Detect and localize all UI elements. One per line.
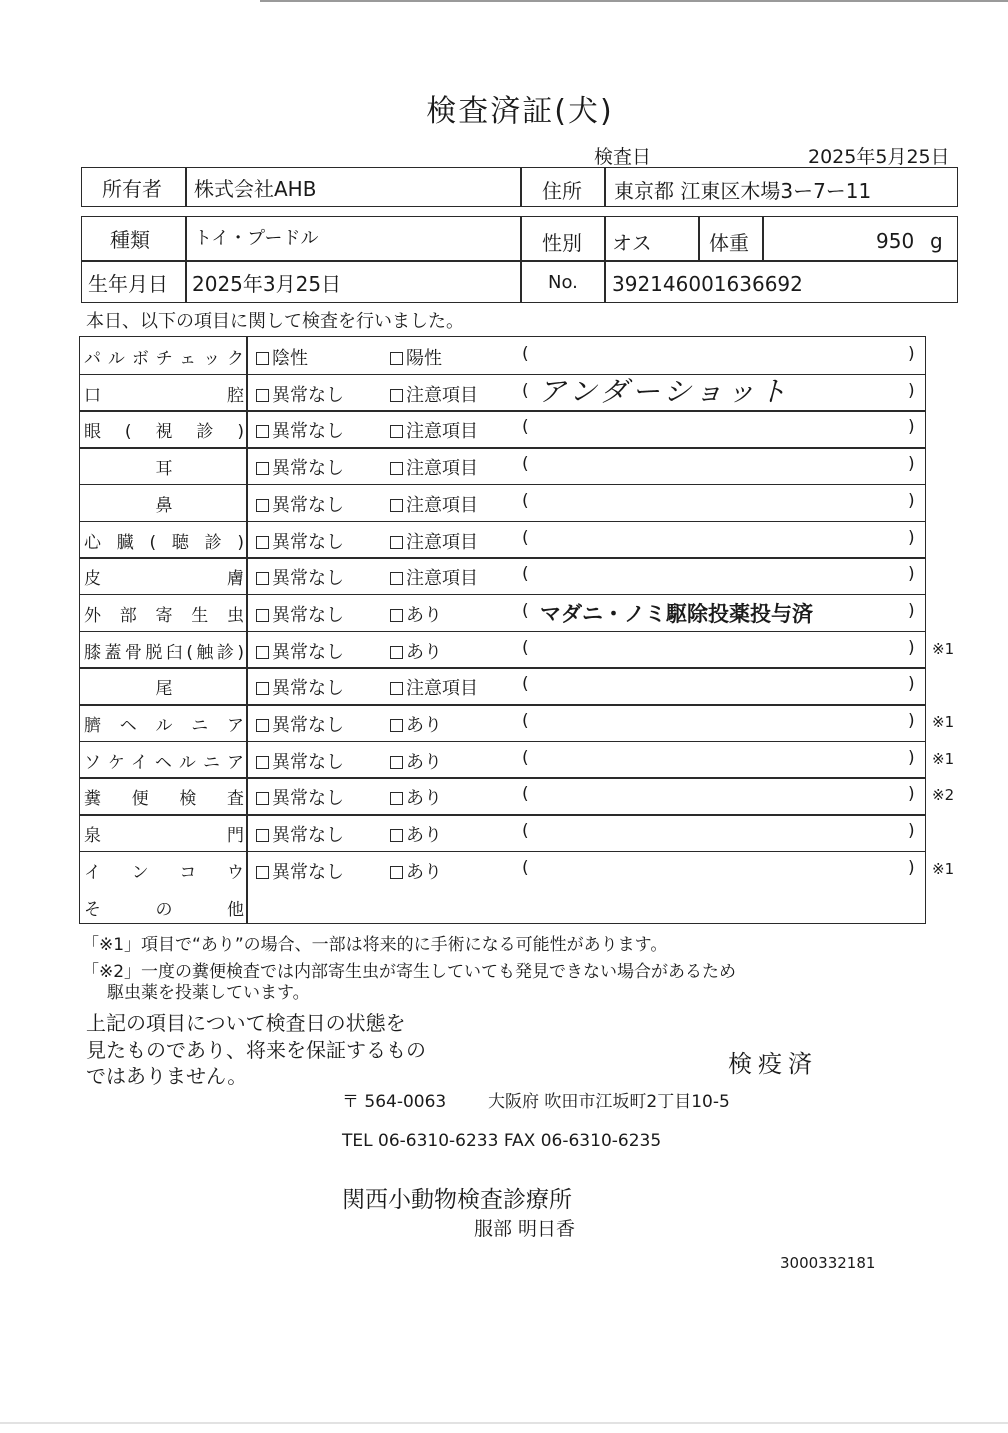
checkbox-icon[interactable]	[256, 829, 269, 842]
no-value: 392146001636692	[612, 272, 803, 296]
dob-label: 生年月日	[88, 272, 168, 296]
document-serial: 3000332181	[780, 1254, 876, 1272]
remark-close-paren: )	[908, 380, 915, 401]
checkbox-icon[interactable]	[390, 682, 403, 695]
remark-close-paren: )	[908, 637, 915, 658]
checkbox-icon[interactable]	[256, 866, 269, 879]
row-option-1[interactable]	[256, 858, 344, 884]
inspection-date-value: 2025年5月25日	[808, 146, 950, 168]
row-option-1[interactable]	[256, 417, 344, 443]
clinic-person: 服部 明日香	[474, 1218, 576, 1240]
row-label: 尾	[155, 679, 173, 700]
remark-close-paren: )	[908, 527, 915, 548]
remark-open-paren: (	[522, 417, 529, 438]
weight-value: 950	[876, 229, 915, 253]
row-option-1-label: 異常なし	[272, 825, 344, 847]
row-option-2[interactable]	[390, 821, 442, 847]
checkbox-icon[interactable]	[390, 646, 403, 659]
row-option-2[interactable]	[390, 601, 442, 627]
remark-close-paren: )	[908, 784, 915, 805]
address-value: 東京都 江東区木場3ー7ー11	[614, 179, 872, 203]
remark-open-paren: (	[522, 857, 529, 878]
checkbox-icon[interactable]	[390, 792, 403, 805]
row-option-2[interactable]	[390, 638, 442, 664]
row-option-2[interactable]	[390, 858, 442, 884]
top-border-line	[260, 0, 1008, 2]
owner-label: 所有者	[102, 177, 162, 201]
row-footnote-mark: ※2	[932, 786, 955, 805]
sex-label: 性別	[542, 231, 582, 255]
note-1: 「※1」項目で“あり”の場合、一部は将来的に手術になる可能性があります。	[82, 935, 668, 955]
row-option-1[interactable]	[256, 784, 344, 810]
row-option-2-label: 陽性	[406, 348, 442, 369]
address-label: 住所	[542, 179, 582, 203]
handwritten-remark-oral: アンダーショット	[538, 375, 791, 408]
clinic-phone: TEL 06-6310-6233 FAX 06-6310-6235	[342, 1131, 662, 1151]
clinic-address: 大阪府 吹田市江坂町2丁目10-5	[488, 1092, 730, 1112]
row-label: 泉門	[84, 826, 244, 847]
remark-open-paren: (	[522, 711, 529, 731]
row-option-1[interactable]	[256, 381, 344, 407]
disclaimer-line-2: 見たものであり、将来を保証するもの	[86, 1038, 426, 1062]
row-label: インコウ	[84, 862, 244, 883]
remark-open-paren: (	[522, 821, 529, 842]
other-label: その他	[84, 900, 244, 920]
checkbox-icon[interactable]	[256, 646, 269, 659]
row-label: 臍ヘルニア	[84, 716, 244, 736]
row-option-2-label: あり	[406, 788, 442, 810]
row-option-1-label: 陰性	[272, 348, 308, 369]
remark-open-paren: (	[522, 600, 529, 621]
row-option-1-label: 異常なし	[272, 421, 344, 443]
row-option-2[interactable]	[390, 454, 478, 480]
row-footnote-mark: ※1	[932, 859, 955, 878]
row-option-1-label: 異常なし	[272, 531, 344, 553]
note-2: 「※2」一度の糞便検査では内部寄生虫が寄生していても発見できない場合があるため	[82, 962, 737, 982]
checkbox-icon[interactable]	[256, 499, 269, 512]
checkbox-icon[interactable]	[256, 425, 269, 438]
remark-close-paren: )	[908, 674, 915, 695]
row-option-1[interactable]	[256, 638, 344, 664]
checkbox-icon[interactable]	[256, 352, 269, 365]
external-parasite-remark: マダニ・ノミ駆除投薬投与済	[540, 602, 813, 626]
checkbox-icon[interactable]	[256, 536, 269, 549]
row-option-1[interactable]	[256, 821, 344, 847]
note-3: 駆虫薬を投薬しています。	[107, 983, 310, 1003]
weight-unit: g	[930, 229, 943, 253]
remark-open-paren: (	[522, 564, 529, 585]
remark-open-paren: (	[522, 527, 529, 548]
row-option-2-label: あり	[406, 604, 442, 626]
sex-value: オス	[612, 231, 652, 255]
remark-close-paren: )	[908, 821, 915, 842]
checkbox-icon[interactable]	[390, 499, 403, 512]
row-option-2-label: あり	[406, 715, 442, 736]
remark-open-paren: (	[522, 637, 529, 658]
row-option-1[interactable]	[256, 491, 344, 517]
remark-close-paren: )	[908, 454, 915, 475]
row-option-2-label: 注意項目	[406, 568, 478, 590]
row-option-1-label: 異常なし	[272, 861, 344, 883]
checkbox-icon[interactable]	[256, 792, 269, 805]
row-option-1-label: 異常なし	[272, 641, 344, 663]
bottom-border-line	[0, 1422, 1008, 1424]
row-option-2-label: 注意項目	[406, 494, 478, 516]
row-option-1-label: 異常なし	[272, 751, 344, 773]
row-footnote-mark: ※1	[932, 639, 955, 658]
remark-close-paren: )	[908, 600, 915, 621]
row-option-1[interactable]	[256, 601, 344, 627]
row-option-2-label: あり	[406, 641, 442, 663]
row-footnote-mark: ※1	[932, 713, 955, 731]
checkbox-icon[interactable]	[390, 756, 403, 769]
checkbox-icon[interactable]	[390, 829, 403, 842]
row-option-1[interactable]	[256, 711, 344, 737]
row-option-2[interactable]	[390, 344, 442, 370]
row-option-1-label: 異常なし	[272, 604, 344, 626]
row-option-2-label: 注意項目	[406, 678, 478, 700]
row-option-1-label: 異常なし	[272, 678, 344, 700]
clinic-name: 関西小動物検査診療所	[342, 1187, 572, 1213]
disclaimer-line-3: ではありません。	[86, 1064, 248, 1088]
remark-open-paren: (	[522, 674, 529, 695]
row-option-2-label: あり	[406, 751, 442, 773]
row-option-2[interactable]	[390, 381, 478, 407]
checkbox-icon[interactable]	[256, 756, 269, 769]
row-option-2[interactable]	[390, 564, 478, 590]
row-label: 心臓(聴診)	[84, 532, 244, 553]
clinic-postal: 〒 564-0063	[342, 1092, 447, 1112]
remark-close-paren: )	[908, 857, 915, 878]
row-label: 皮膚	[84, 569, 244, 590]
remark-close-paren: )	[908, 490, 915, 511]
remark-open-paren: (	[522, 747, 529, 768]
row-option-2-label: あり	[406, 825, 442, 847]
row-label: パルボチェック	[84, 349, 244, 369]
row-option-1-label: 異常なし	[272, 715, 344, 736]
row-option-1-label: 異常なし	[272, 788, 344, 810]
row-option-1[interactable]	[256, 674, 344, 700]
dob-value: 2025年3月25日	[192, 272, 342, 296]
checkbox-icon[interactable]	[256, 609, 269, 622]
row-option-1[interactable]	[256, 748, 344, 774]
checkbox-icon[interactable]	[256, 389, 269, 402]
checkbox-icon[interactable]	[390, 609, 403, 622]
intro-text: 本日、以下の項目に関して検査を行いました。	[86, 311, 464, 332]
breed-label: 種類	[110, 228, 150, 252]
checkbox-icon[interactable]	[256, 682, 269, 695]
checkbox-icon[interactable]	[390, 462, 403, 475]
row-footnote-mark: ※1	[932, 749, 955, 768]
row-option-1-label: 異常なし	[272, 384, 344, 406]
row-option-2[interactable]	[390, 528, 478, 554]
checkbox-icon[interactable]	[390, 572, 403, 585]
checkbox-icon[interactable]	[390, 352, 403, 365]
row-option-2-label: 注意項目	[406, 531, 478, 553]
row-label: 膝蓋骨脱臼(触診)	[84, 642, 244, 663]
remark-open-paren: (	[522, 454, 529, 475]
row-option-2[interactable]	[390, 417, 478, 443]
remark-close-paren: )	[908, 417, 915, 438]
row-option-1[interactable]	[256, 344, 308, 370]
row-option-1[interactable]	[256, 454, 344, 480]
row-option-1[interactable]	[256, 564, 344, 590]
row-option-2-label: 注意項目	[406, 384, 478, 406]
remark-open-paren: (	[522, 784, 529, 805]
remark-close-paren: )	[908, 711, 915, 731]
checkbox-icon[interactable]	[390, 389, 403, 402]
row-option-1-label: 異常なし	[272, 458, 344, 480]
row-label: 眼(視診)	[84, 422, 244, 443]
checkbox-icon[interactable]	[390, 425, 403, 438]
disclaimer-line-1: 上記の項目について検査日の状態を	[86, 1011, 406, 1035]
remark-open-paren: (	[522, 380, 529, 401]
row-label: 鼻	[155, 495, 173, 516]
row-option-2[interactable]	[390, 711, 442, 737]
row-label: 外部寄生虫	[84, 605, 244, 626]
row-option-2[interactable]	[390, 491, 478, 517]
remark-open-paren: (	[522, 490, 529, 511]
remark-close-paren: )	[908, 344, 915, 364]
checkbox-icon[interactable]	[390, 536, 403, 549]
row-label: 耳	[155, 459, 173, 480]
breed-value: トイ・プードル	[194, 228, 319, 249]
page-title: 検査済証(犬)	[426, 94, 614, 129]
row-option-2[interactable]	[390, 748, 442, 774]
remark-close-paren: )	[908, 564, 915, 585]
checkbox-icon[interactable]	[390, 866, 403, 879]
inspection-date-label: 検査日	[594, 146, 652, 168]
remark-close-paren: )	[908, 747, 915, 768]
row-label: ソケイヘルニア	[84, 752, 244, 773]
checkbox-icon[interactable]	[390, 719, 403, 732]
row-option-1-label: 異常なし	[272, 568, 344, 590]
owner-value: 株式会社AHB	[194, 177, 317, 201]
row-option-1-label: 異常なし	[272, 494, 344, 516]
row-label: 口腔	[84, 385, 244, 406]
weight-label: 体重	[709, 231, 749, 255]
row-label: 糞便検査	[84, 789, 244, 810]
remark-open-paren: (	[522, 344, 529, 364]
row-option-2-label: 注意項目	[406, 458, 478, 480]
row-option-2-label: あり	[406, 861, 442, 883]
checkbox-icon[interactable]	[256, 572, 269, 585]
row-option-1[interactable]	[256, 528, 344, 554]
checkbox-icon[interactable]	[256, 462, 269, 475]
row-option-2[interactable]	[390, 784, 442, 810]
row-option-2[interactable]	[390, 674, 478, 700]
checkbox-icon[interactable]	[256, 719, 269, 732]
row-option-2-label: 注意項目	[406, 421, 478, 443]
quarantine-stamp: 検疫済	[728, 1050, 818, 1078]
no-label: No.	[548, 272, 578, 293]
